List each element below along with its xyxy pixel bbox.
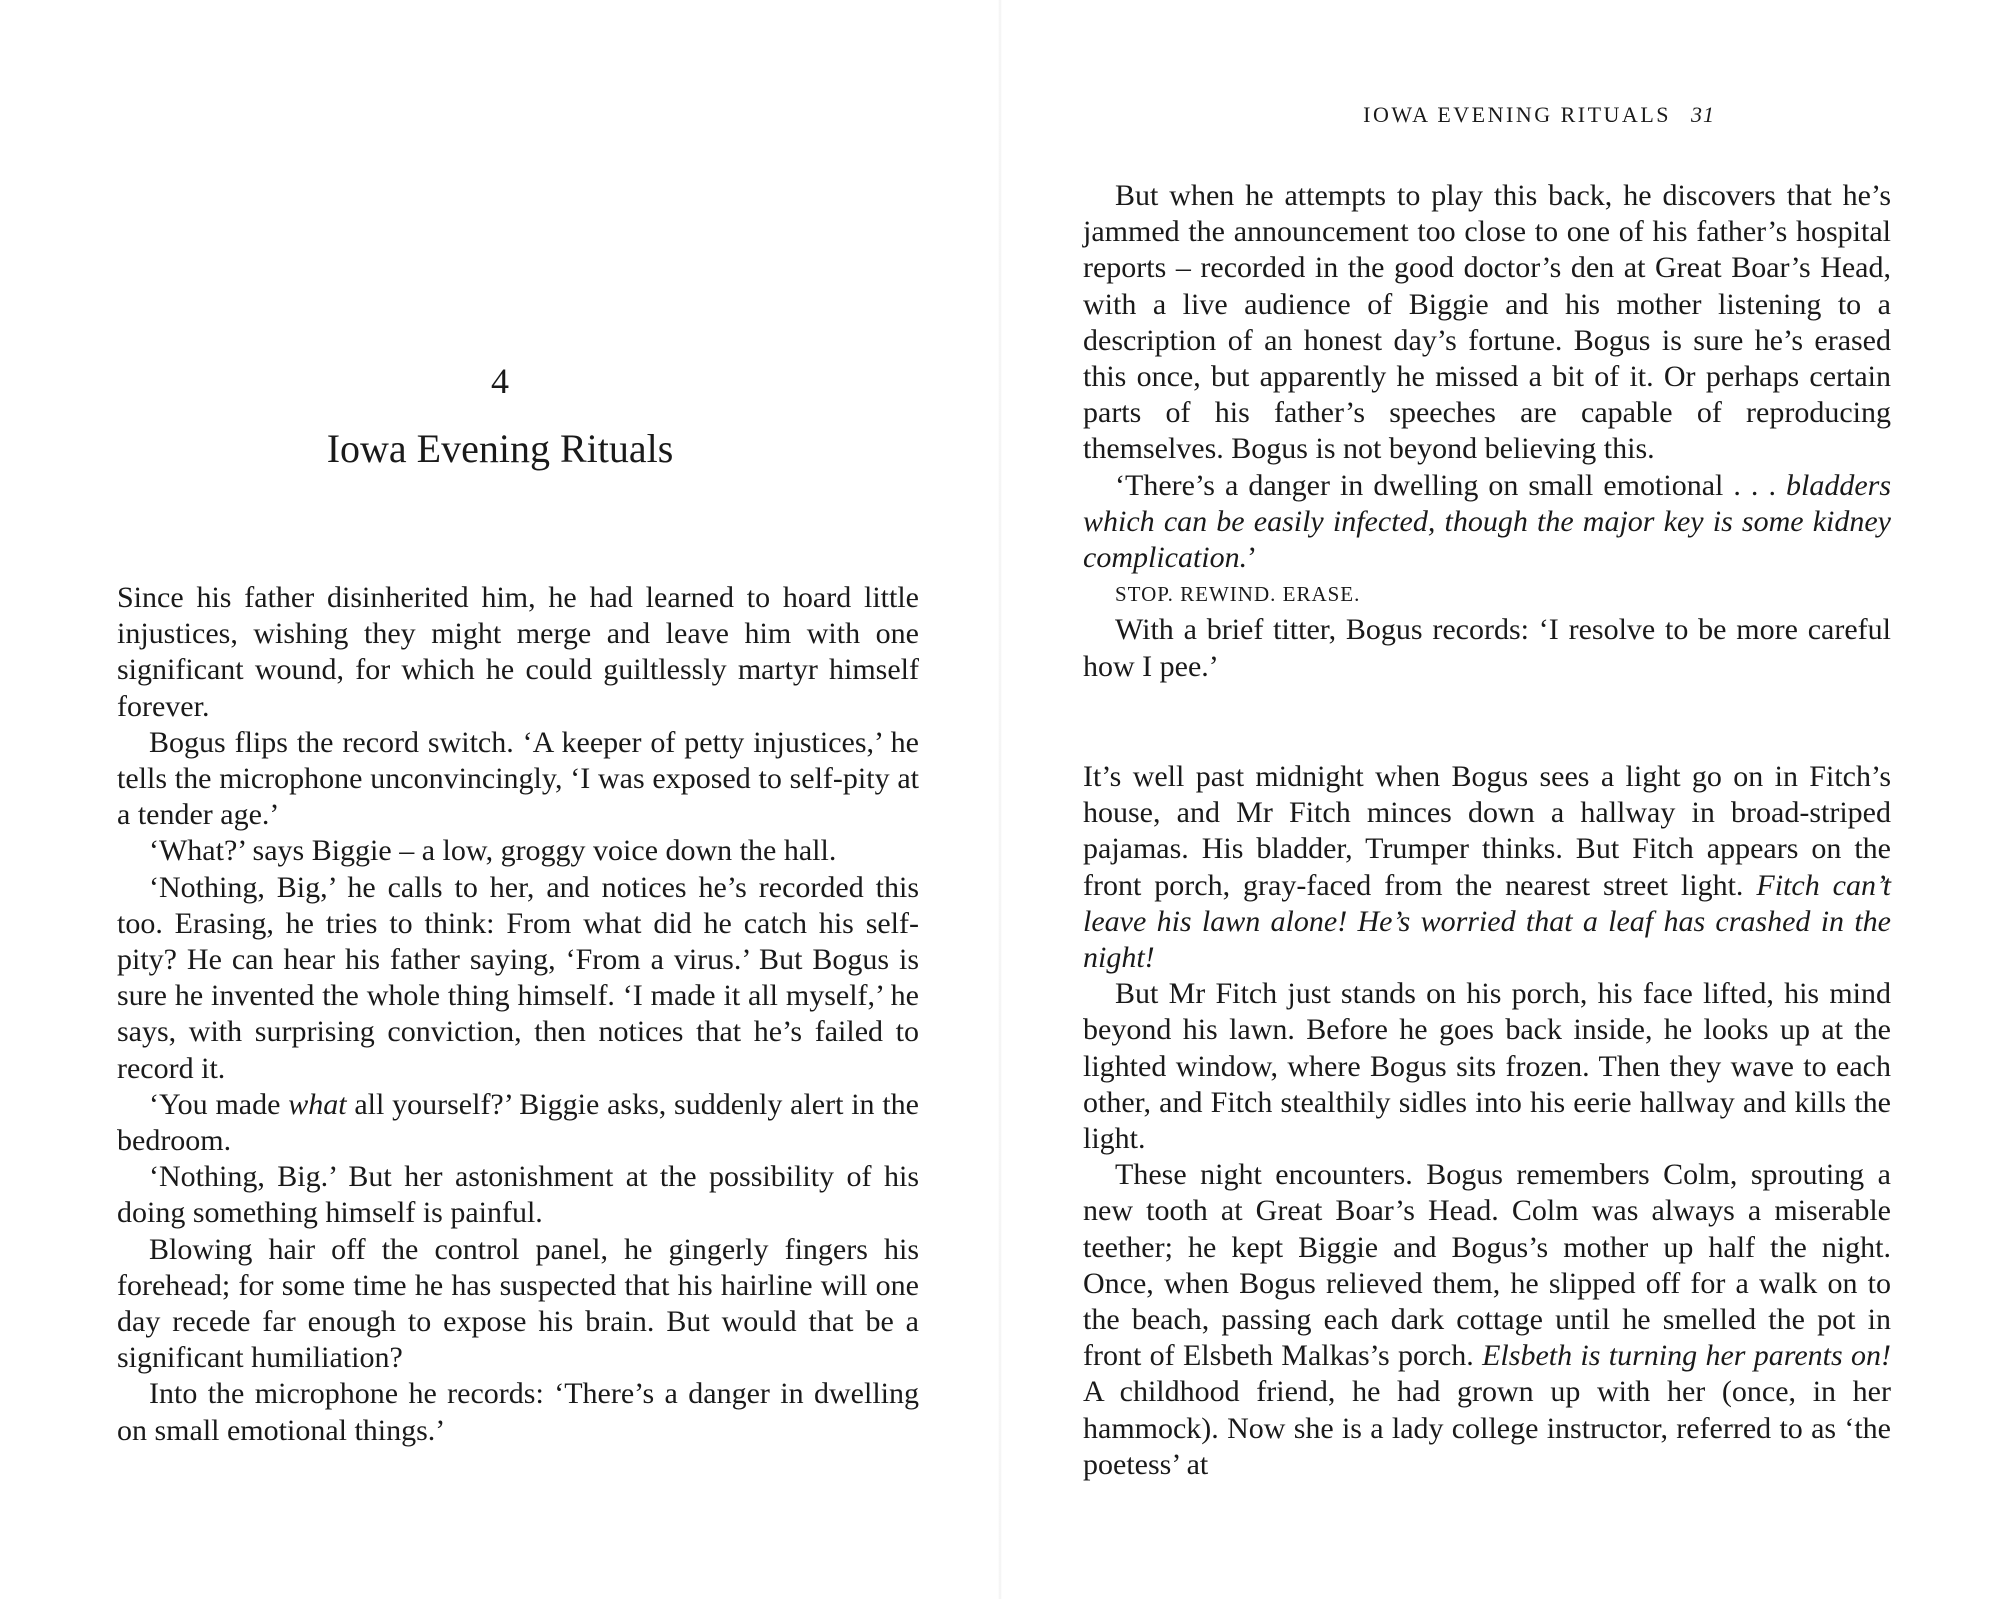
text-run: Since his father disinherited him, he had learned to hoard little injustices, wishing they might merge and leave him with one significant wound, for which he could guiltlessly martyr himself forever. bbox=[117, 581, 919, 723]
paragraph bbox=[117, 833, 919, 869]
text-run: But when he attempts to play this back, he discovers that he’s jammed the announcement too close to one of his father’s hospital reports – recorded in the good doctor’s den at Great Boar’s Head, with a live audience of Biggie and his mother listening to a description of an honest day’s fortune. Bogus is sure he’s erased this once, but apparently he missed a bit of it. Or perhaps certain parts of his father’s speeches are capable of reproducing themselves. Bogus is not beyond believing this. bbox=[1083, 179, 1891, 466]
text-run: Into the microphone he records: ‘There’s a danger in dwelling on small emotional things.’ bbox=[117, 1377, 919, 1447]
text-run: STOP. REWIND. ERASE. bbox=[1115, 582, 1361, 607]
right-page-section-one bbox=[1083, 178, 1891, 685]
italic-text: bladders which can be easily infected, though the major key is some kidney complication. bbox=[1083, 468, 1891, 575]
text-run: Blowing hair off the control panel, he gingerly fingers his forehead; for some time he has suspected that his hairline will one day recede far enough to expose his brain. But would that be a significant humiliation? bbox=[117, 1232, 919, 1375]
text-run: all yourself?’ Biggie asks, suddenly alert in the bedroom. bbox=[117, 1087, 919, 1158]
text-run: With a brief titter, Bogus records: ‘I resolve to be more careful how I pee.’ bbox=[1083, 613, 1891, 683]
paragraph bbox=[1083, 178, 1891, 468]
text-run: ‘Nothing, Big.’ But her astonishment at the possibility of his doing something himself is painful. bbox=[117, 1160, 919, 1230]
paragraph bbox=[117, 1376, 919, 1448]
left-page-body bbox=[117, 580, 919, 1449]
text-run: ’ bbox=[1247, 541, 1258, 575]
paragraph bbox=[117, 1159, 919, 1231]
paragraph bbox=[1083, 576, 1891, 612]
paragraph bbox=[1083, 612, 1891, 684]
paragraph bbox=[117, 1232, 919, 1377]
running-head bbox=[1295, 102, 1715, 128]
text-run: ‘You made bbox=[149, 1087, 289, 1121]
chapter-title: Iowa Evening Rituals bbox=[326, 426, 674, 471]
italic-text: what bbox=[288, 1087, 347, 1121]
text-run: ‘What?’ says Biggie – a low, groggy voice down the hall. bbox=[149, 834, 837, 868]
paragraph bbox=[117, 725, 919, 834]
text-run: These night encounters. Bogus remembers Colm, sprouting a new tooth at Great Boar’s Head. Colm was always a miserable teether; he kept Biggie and Bogus’s mother up half the night. Once, when Bogus relieved them, he slipped off for a walk on to the beach, passing each dark cottage until he smelled the pot in front of Elsbeth Malkas’s porch. bbox=[1083, 1158, 1891, 1373]
paragraph bbox=[1083, 976, 1891, 1157]
page-number: 31 bbox=[1691, 102, 1715, 127]
paragraph bbox=[117, 580, 919, 725]
paragraph bbox=[1083, 759, 1891, 976]
text-run: ‘Nothing, Big,’ he calls to her, and notices he’s recorded this too. Erasing, he tries to think: From what did he catch his self-pity? He can hear his father saying, ‘From a virus.’ But Bogus is sure he invented the whole thing himself. ‘I made it all myself,’ he says, with surprising conviction, then notices that he’s failed to record it. bbox=[117, 870, 919, 1085]
italic-text: Fitch can’t leave his lawn alone! He’s worried that a leaf has crashed in the night! bbox=[1083, 868, 1891, 975]
text-run: Bogus flips the record switch. ‘A keeper of petty injustices,’ he tells the microphone unconvincingly, ‘I was exposed to self-pity at a tender age.’ bbox=[117, 725, 919, 832]
paragraph bbox=[117, 870, 919, 1087]
text-run: But Mr Fitch just stands on his porch, his face lifted, his mind beyond his lawn. Before he goes back inside, he looks up at the lighted window, where Bogus sits frozen. Then they wave to each other, and Fitch stealthily sidles into his eerie hallway and kills the light. bbox=[1083, 977, 1891, 1156]
chapter-number: 4 bbox=[491, 361, 509, 401]
right-page bbox=[1000, 0, 2000, 1599]
paragraph bbox=[1083, 1157, 1891, 1483]
right-page-section-two bbox=[1083, 759, 1891, 1483]
text-run: It’s well past midnight when Bogus sees a light go on in Fitch’s house, and Mr Fitch minces down a hallway in broad-striped pajamas. His bladder, Trumper thinks. But Fitch appears on the front porch, gray-faced from the nearest street light. bbox=[1083, 760, 1891, 902]
paragraph bbox=[1083, 468, 1891, 577]
paragraph bbox=[117, 1087, 919, 1159]
text-run: ‘There’s a danger in dwelling on small emotional . . . bbox=[1115, 468, 1786, 502]
text-run: A childhood friend, he had grown up with her (once, in her hammock). Now she is a lady college instructor, referred to as ‘the poetess’ at bbox=[1083, 1375, 1891, 1481]
running-head-title: IOWA EVENING RITUALS bbox=[1363, 102, 1671, 127]
italic-text: Elsbeth is turning her parents on! bbox=[1482, 1339, 1891, 1373]
